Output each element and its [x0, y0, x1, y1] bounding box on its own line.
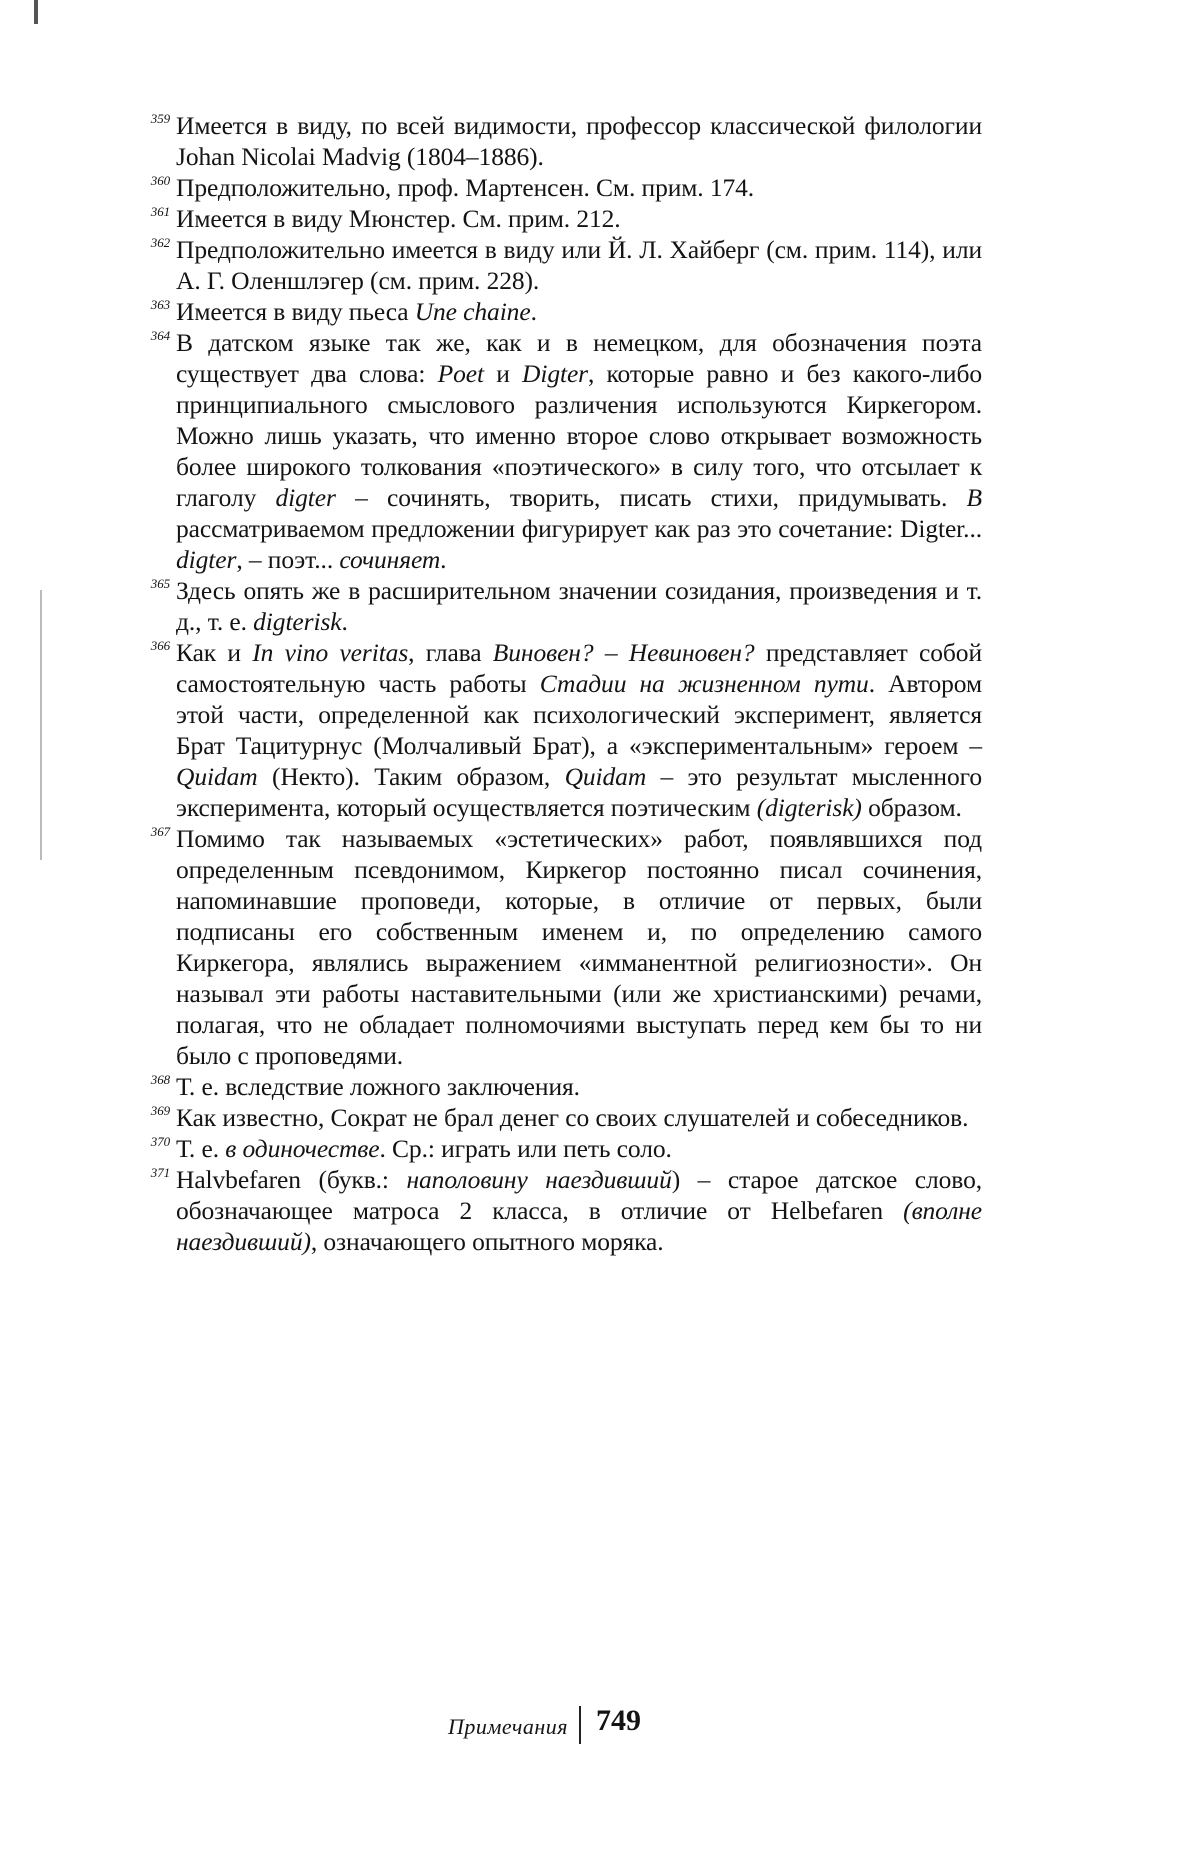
- endnote-text: .: [530, 297, 537, 326]
- endnote-359: [150, 110, 982, 172]
- endnote-text: Помимо так называемых «эстетических» работ, появлявшихся под определенным псевдонимом, Киркегор постоянно писал сочинения, напоминавшие проповеди, которые, в отличие от первых, были подписаны его собственным именем и, по определению самого Киркегора, являлись выражением «имманентной религиозности». Он называл эти работы наставительными (или же христианскими) речами, полагая, что не обладает полномочиями выступать перед кем бы то ни было с проповедями.: [176, 824, 982, 1070]
- endnote-360: [150, 172, 982, 203]
- endnote-text: Как известно, Сократ не брал денег со своих слушателей и собеседников.: [176, 1103, 969, 1132]
- endnote-text-italic: Poet: [437, 359, 484, 388]
- endnote-number: 368: [150, 1072, 170, 1087]
- endnote-text: , которые равно и без какого-либо принципиального смыслового различения используются Киркегором. Можно лишь указать, что именно второе слово открывает возможность более широкого толкования «поэтического» в силу того, что отсылает к глаголу: [176, 359, 982, 512]
- endnote-text: Как и: [176, 638, 253, 667]
- endnote-371: [150, 1164, 982, 1257]
- endnote-text: , означающего опытного моряка.: [310, 1227, 664, 1256]
- endnote-text-italic: наполовину наездивший: [406, 1165, 672, 1194]
- endnote-text: Имеется в виду пьеса: [176, 297, 415, 326]
- endnote-text-italic: (digterisk): [756, 793, 862, 822]
- endnote-text-italic: In vino veritas: [252, 638, 409, 667]
- endnote-text-italic: В: [966, 483, 982, 512]
- endnote-text: , глава: [408, 638, 493, 667]
- endnote-text: Предположительно имеется в виду или Й. Л. Хайберг (см. прим. 114), или А. Г. Оленшлэгер (см. прим. 228).: [176, 235, 982, 295]
- endnote-text: Здесь опять же в расширительном значении созидания, произведения и т. д., т. е.: [176, 576, 982, 636]
- endnote-text: представляет собой самостоятельную часть работы: [176, 638, 982, 698]
- endnote-text: – это результат мысленного эксперимента, который осуществляется поэтическим: [176, 762, 982, 822]
- page-footer: [0, 1700, 1200, 1750]
- endnote-text: , – поэт...: [236, 545, 340, 574]
- endnote-number: 365: [150, 576, 170, 591]
- endnote-text-italic: digter: [176, 545, 237, 574]
- endnote-text: – сочинять, творить, писать стихи, придумывать.: [335, 483, 967, 512]
- endnote-number: 363: [150, 297, 170, 312]
- endnote-text: В датском языке так же, как и в немецком, для обозначения поэта существует два слова:: [176, 328, 982, 388]
- footer-separator: [579, 1706, 581, 1744]
- endnotes-list: [150, 110, 982, 1257]
- endnote-369: [150, 1102, 982, 1133]
- endnote-text: . Ср.: играть или петь соло.: [379, 1134, 672, 1163]
- endnote-text-italic: Quidam: [564, 762, 647, 791]
- endnote-370: [150, 1133, 982, 1164]
- endnote-362: [150, 234, 982, 296]
- endnote-number: 362: [150, 235, 170, 250]
- endnote-text: (Некто). Таким образом,: [257, 762, 565, 791]
- endnote-number: 364: [150, 328, 170, 343]
- endnote-text-italic: Виновен? – Невиновен?: [492, 638, 755, 667]
- endnote-text-italic: сочиняет: [339, 545, 441, 574]
- endnote-number: 366: [150, 638, 170, 653]
- endnote-text-italic: (вполне наездивший): [176, 1196, 982, 1256]
- endnote-number: 370: [150, 1134, 170, 1149]
- endnote-text: .: [341, 607, 348, 636]
- endnote-365: [150, 575, 982, 637]
- scan-artifact-left-margin: [40, 590, 42, 860]
- endnote-number: 361: [150, 204, 170, 219]
- endnote-text: Предположительно, проф. Мартенсен. См. прим. 174.: [176, 173, 755, 202]
- endnote-number: 367: [150, 824, 170, 839]
- endnote-363: [150, 296, 982, 327]
- endnote-text: образом.: [861, 793, 962, 822]
- endnote-text-italic: digter: [275, 483, 336, 512]
- endnote-number: 369: [150, 1103, 170, 1118]
- endnote-text: Имеется в виду Мюнстер. См. прим. 212.: [176, 204, 621, 233]
- endnote-number: 359: [150, 111, 170, 126]
- endnote-text: и: [483, 359, 523, 388]
- endnote-text-italic: Une chaine: [414, 297, 531, 326]
- endnote-367: [150, 823, 982, 1071]
- endnote-text-italic: Quidam: [176, 762, 258, 791]
- running-footer-title: Примечания: [447, 1714, 568, 1739]
- endnote-text: Т. е.: [176, 1134, 226, 1163]
- endnote-368: [150, 1071, 982, 1102]
- endnote-text: .: [440, 545, 447, 574]
- endnote-text-italic: Digter: [522, 359, 589, 388]
- endnote-number: 371: [150, 1165, 170, 1180]
- scan-artifact-top-left: [34, 0, 38, 24]
- endnote-text: ) – старое датское слово, обозначающее матроса 2 класса, в отличие от Helbefaren: [176, 1165, 982, 1225]
- endnote-text: Т. е. вследствие ложного заключения.: [176, 1072, 580, 1101]
- endnote-text-italic: Стадии на жизненном пути: [539, 669, 869, 698]
- endnote-361: [150, 203, 982, 234]
- endnote-364: [150, 327, 982, 575]
- endnote-text: рассматриваемом предложении фигурирует как раз это сочетание: Digter...: [176, 514, 982, 543]
- endnote-text: . Автором этой части, определенной как психологический эксперимент, является Брат Тацитурнус (Молчаливый Брат), а «экспериментальным» героем –: [176, 669, 982, 760]
- endnote-366: [150, 637, 982, 823]
- page-number: 749: [596, 1704, 641, 1737]
- endnote-text-italic: digterisk: [253, 607, 342, 636]
- endnote-text-italic: в одиночестве: [225, 1134, 380, 1163]
- endnote-text: Имеется в виду, по всей видимости, профессор классической филологии Johan Nicolai Madvig (1804–1886).: [176, 111, 982, 171]
- endnote-text: Halvbefaren (букв.:: [176, 1165, 407, 1194]
- endnote-number: 360: [150, 173, 170, 188]
